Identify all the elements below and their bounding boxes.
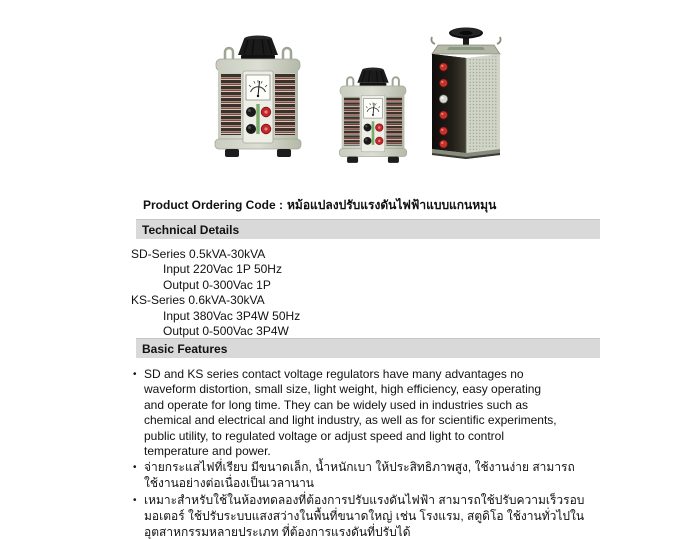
panel-green-strip — [256, 104, 259, 134]
basic-features-header — [136, 338, 600, 358]
spec-line-ks-input: Input 380Vac 3P4W 50Hz — [163, 308, 301, 323]
spec-line-sd-series: SD-Series 0.5kVA-30kVA — [131, 247, 266, 261]
technical-details-title: Technical Details — [142, 223, 240, 237]
product-image-variac-large — [206, 26, 310, 161]
panel-green-strip — [372, 121, 375, 145]
feature-line: and operate for long time. They can be widely used in industries such as — [144, 397, 528, 412]
basic-features-title: Basic Features — [142, 342, 228, 356]
bullet-icon: • — [133, 462, 137, 474]
spec-line-ks-output: Output 0-500Vac 3P4W — [163, 324, 289, 339]
ordering-code-label: Product Ordering Code : — [143, 198, 284, 212]
feature-text — [144, 367, 557, 459]
feature-line: มอเตอร์ ใช้ปรับระบบแสงสว่างในพื้นที่ขนาดใหญ่ เช่น โรงแรม, สตูดิโอ ใช้งานทั่วไปใน — [144, 508, 585, 523]
feature-line: อุตสาหกรรมหลายประเภท ที่ต้องการแรงดันที่ปรับได้ — [144, 524, 411, 539]
features-list — [133, 367, 584, 539]
technical-details-list — [131, 247, 300, 339]
handwheel — [449, 28, 483, 47]
feature-line: temperature and power. — [144, 444, 271, 459]
product-image-three-phase-regulator — [427, 23, 505, 160]
feature-item-thai-2 — [133, 493, 584, 539]
bullet-icon: • — [133, 369, 137, 380]
feature-line: SD and KS series contact voltage regulators have many advantages no — [144, 367, 524, 381]
bullet-icon: • — [133, 495, 137, 507]
spec-line-ks-series: KS-Series 0.6kVA-30kVA — [131, 293, 265, 308]
feature-item-thai-1 — [133, 460, 584, 492]
feature-text — [144, 460, 575, 492]
feature-line: จ่ายกระแสไฟที่เรียบ มีขนาดเล็ก, น้ำหนักเบา ให้ประสิทธิภาพสูง, ใช้งานง่าย สามารถ — [144, 460, 575, 475]
product-image-variac-small — [332, 60, 414, 166]
feature-line: ใช้งานอย่างต่อเนื่องเป็นเวลานาน — [144, 476, 315, 491]
feet — [225, 149, 291, 157]
feet — [347, 157, 399, 163]
top-knob — [357, 67, 388, 85]
technical-details-header — [136, 219, 600, 239]
product-ordering-code — [143, 196, 496, 215]
analog-meter — [246, 75, 270, 100]
front-panel — [243, 71, 273, 143]
feature-line: chemical and electrical and light industry, as well as for scientific experiments, — [144, 413, 557, 428]
feature-text — [144, 493, 584, 539]
analog-meter — [364, 98, 383, 118]
front-panel — [361, 95, 385, 152]
spec-line-sd-input: Input 220Vac 1P 50Hz — [163, 262, 282, 277]
top-knob — [238, 36, 278, 60]
feature-item-english — [133, 367, 584, 459]
feature-line: waveform distortion, small size, light weight, high efficiency, easy operating — [144, 382, 542, 397]
ordering-code-value: หม้อแปลงปรับแรงดันไฟฟ้าแบบแกนหมุน — [287, 198, 497, 212]
feature-line: public utility, to regulated voltage or adjust speed and light to control — [144, 428, 504, 443]
spec-line-sd-output: Output 0-300Vac 1P — [163, 277, 271, 292]
feature-line: เหมาะสำหรับใช้ในห้องทดลองที่ต้องการปรับแรงดันไฟฟ้า สามารถใช้ปรับความเร็วรอบ — [144, 493, 585, 508]
